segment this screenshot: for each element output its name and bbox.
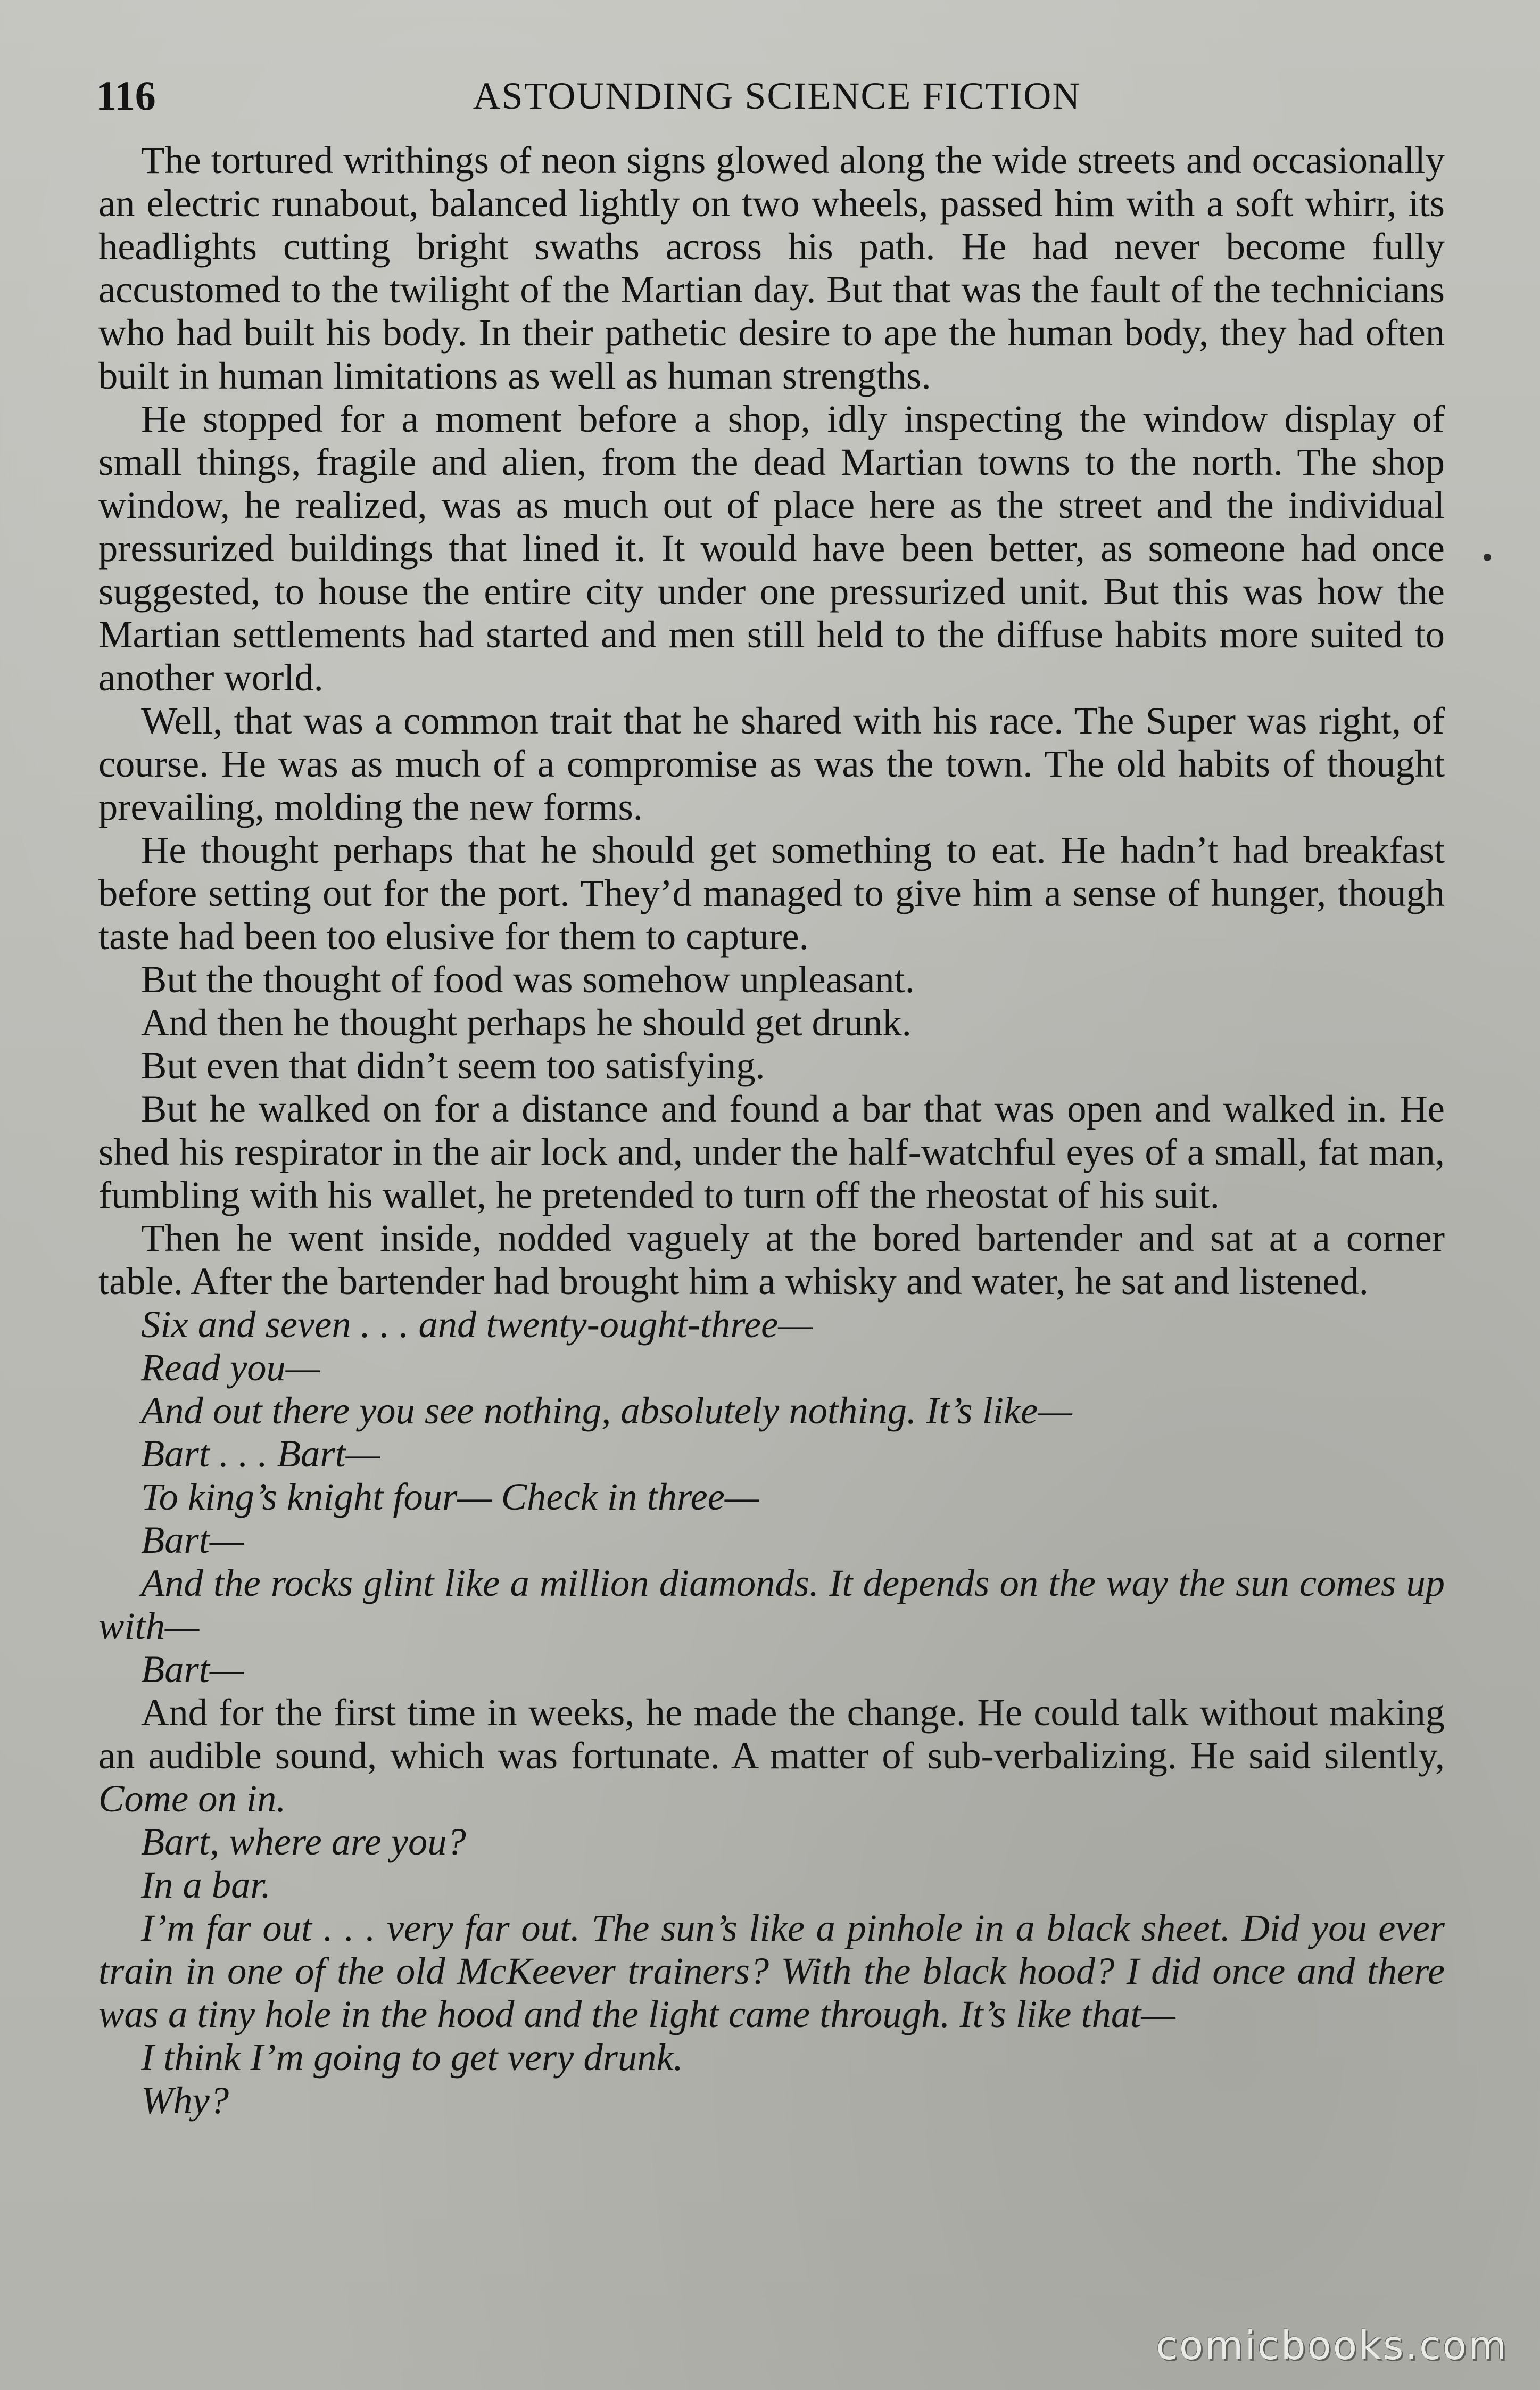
print-speck [1484,554,1491,561]
paragraph: Then he went inside, nodded vaguely at the bored bartender and sat at a corner table. After the bartender had brought him a whisky and water, he sat and listened. [98,1216,1445,1303]
italic-line: And out there you see nothing, absolutely nothing. It’s like— [141,1389,1072,1432]
italic-line: In a bar. [141,1863,271,1906]
italic-line: Why? [141,2079,229,2122]
italic-phrase: Come on in. [98,1777,286,1820]
paragraph: He stopped for a moment before a shop, idly inspecting the window display of small things, fragile and alien, from the dead Martian towns to the north. The shop window, he realized, was as much out of place here as the street and the individual pressurized buildings that lined it. It would have been better, as someone had once suggested, to house the entire city under one pressurized unit. But this was how the Martian settlements had started and men still held to the diffuse habits more suited to another world. [98,397,1445,699]
paragraph: The tortured writhings of neon signs glowed along the wide streets and occasionally an electric runabout, balanced lightly on two wheels, passed him with a soft whirr, its headlights cutting bright swaths across his path. He had never become fully accustomed to the twilight of the Martian day. But that was the fault of the technicians who had built his body. In their pathetic desire to ape the human body, they had often built in human limitations as well as human strengths. [98,138,1445,397]
italic-line: I think I’m going to get very drunk. [141,2035,683,2079]
italic-line: Bart— [141,1647,244,1691]
page-number: 116 [96,72,156,119]
paragraph: Well, that was a common trait that he shared with his race. The Super was right, of course. He was as much of a compromise as was the town. The old habits of thought prevailing, molding the new forms. [98,699,1445,828]
italic-line: I’m far out . . . very far out. The sun’s like a pinhole in a black sheet. Did you ever train in one of the old McKeever trainers? With the black hood? I did once and there was a tiny hole in the hood and the light came through. It’s like that— [98,1906,1445,2035]
italic-line: Bart, where are you? [141,1820,466,1863]
italic-line: To king’s knight four— Check in three— [141,1475,759,1518]
running-head: ASTOUNDING SCIENCE FICTION [473,75,1081,117]
paragraph: He thought perhaps that he should get something to eat. He hadn’t had breakfast before setting out for the port. They’d managed to give him a sense of hunger, though taste had been too elusive for them to capture. [98,828,1445,958]
italic-line: Bart— [141,1518,244,1561]
paragraph: But even that didn’t seem too satisfying. [141,1044,765,1087]
italic-line: Six and seven . . . and twenty-ought-three— [141,1303,813,1346]
italic-line: Read you— [141,1346,320,1389]
paragraph: But the thought of food was somehow unpleasant. [141,958,915,1001]
page-header [96,69,1458,122]
italic-line: Bart . . . Bart— [141,1432,380,1475]
paragraph: But he walked on for a distance and found a bar that was open and walked in. He shed his respirator in the air lock and, under the half-watchful eyes of a small, fat man, fumbling with his wallet, he pretended to turn off the rheostat of his suit. [98,1087,1445,1216]
paragraph-text: And for the first time in weeks, he made the change. He could talk without making an audible sound, which was fortunate. A matter of sub-verbalizing. He said silently, [98,1691,1445,1777]
paragraph [98,1691,1445,1820]
watermark: comicbooks.com [1156,2323,1508,2369]
italic-line: And the rocks glint like a million diamonds. It depends on the way the sun comes up with— [98,1561,1445,1647]
paragraph: And then he thought perhaps he should get drunk. [141,1001,912,1044]
body-text [98,138,1445,2122]
